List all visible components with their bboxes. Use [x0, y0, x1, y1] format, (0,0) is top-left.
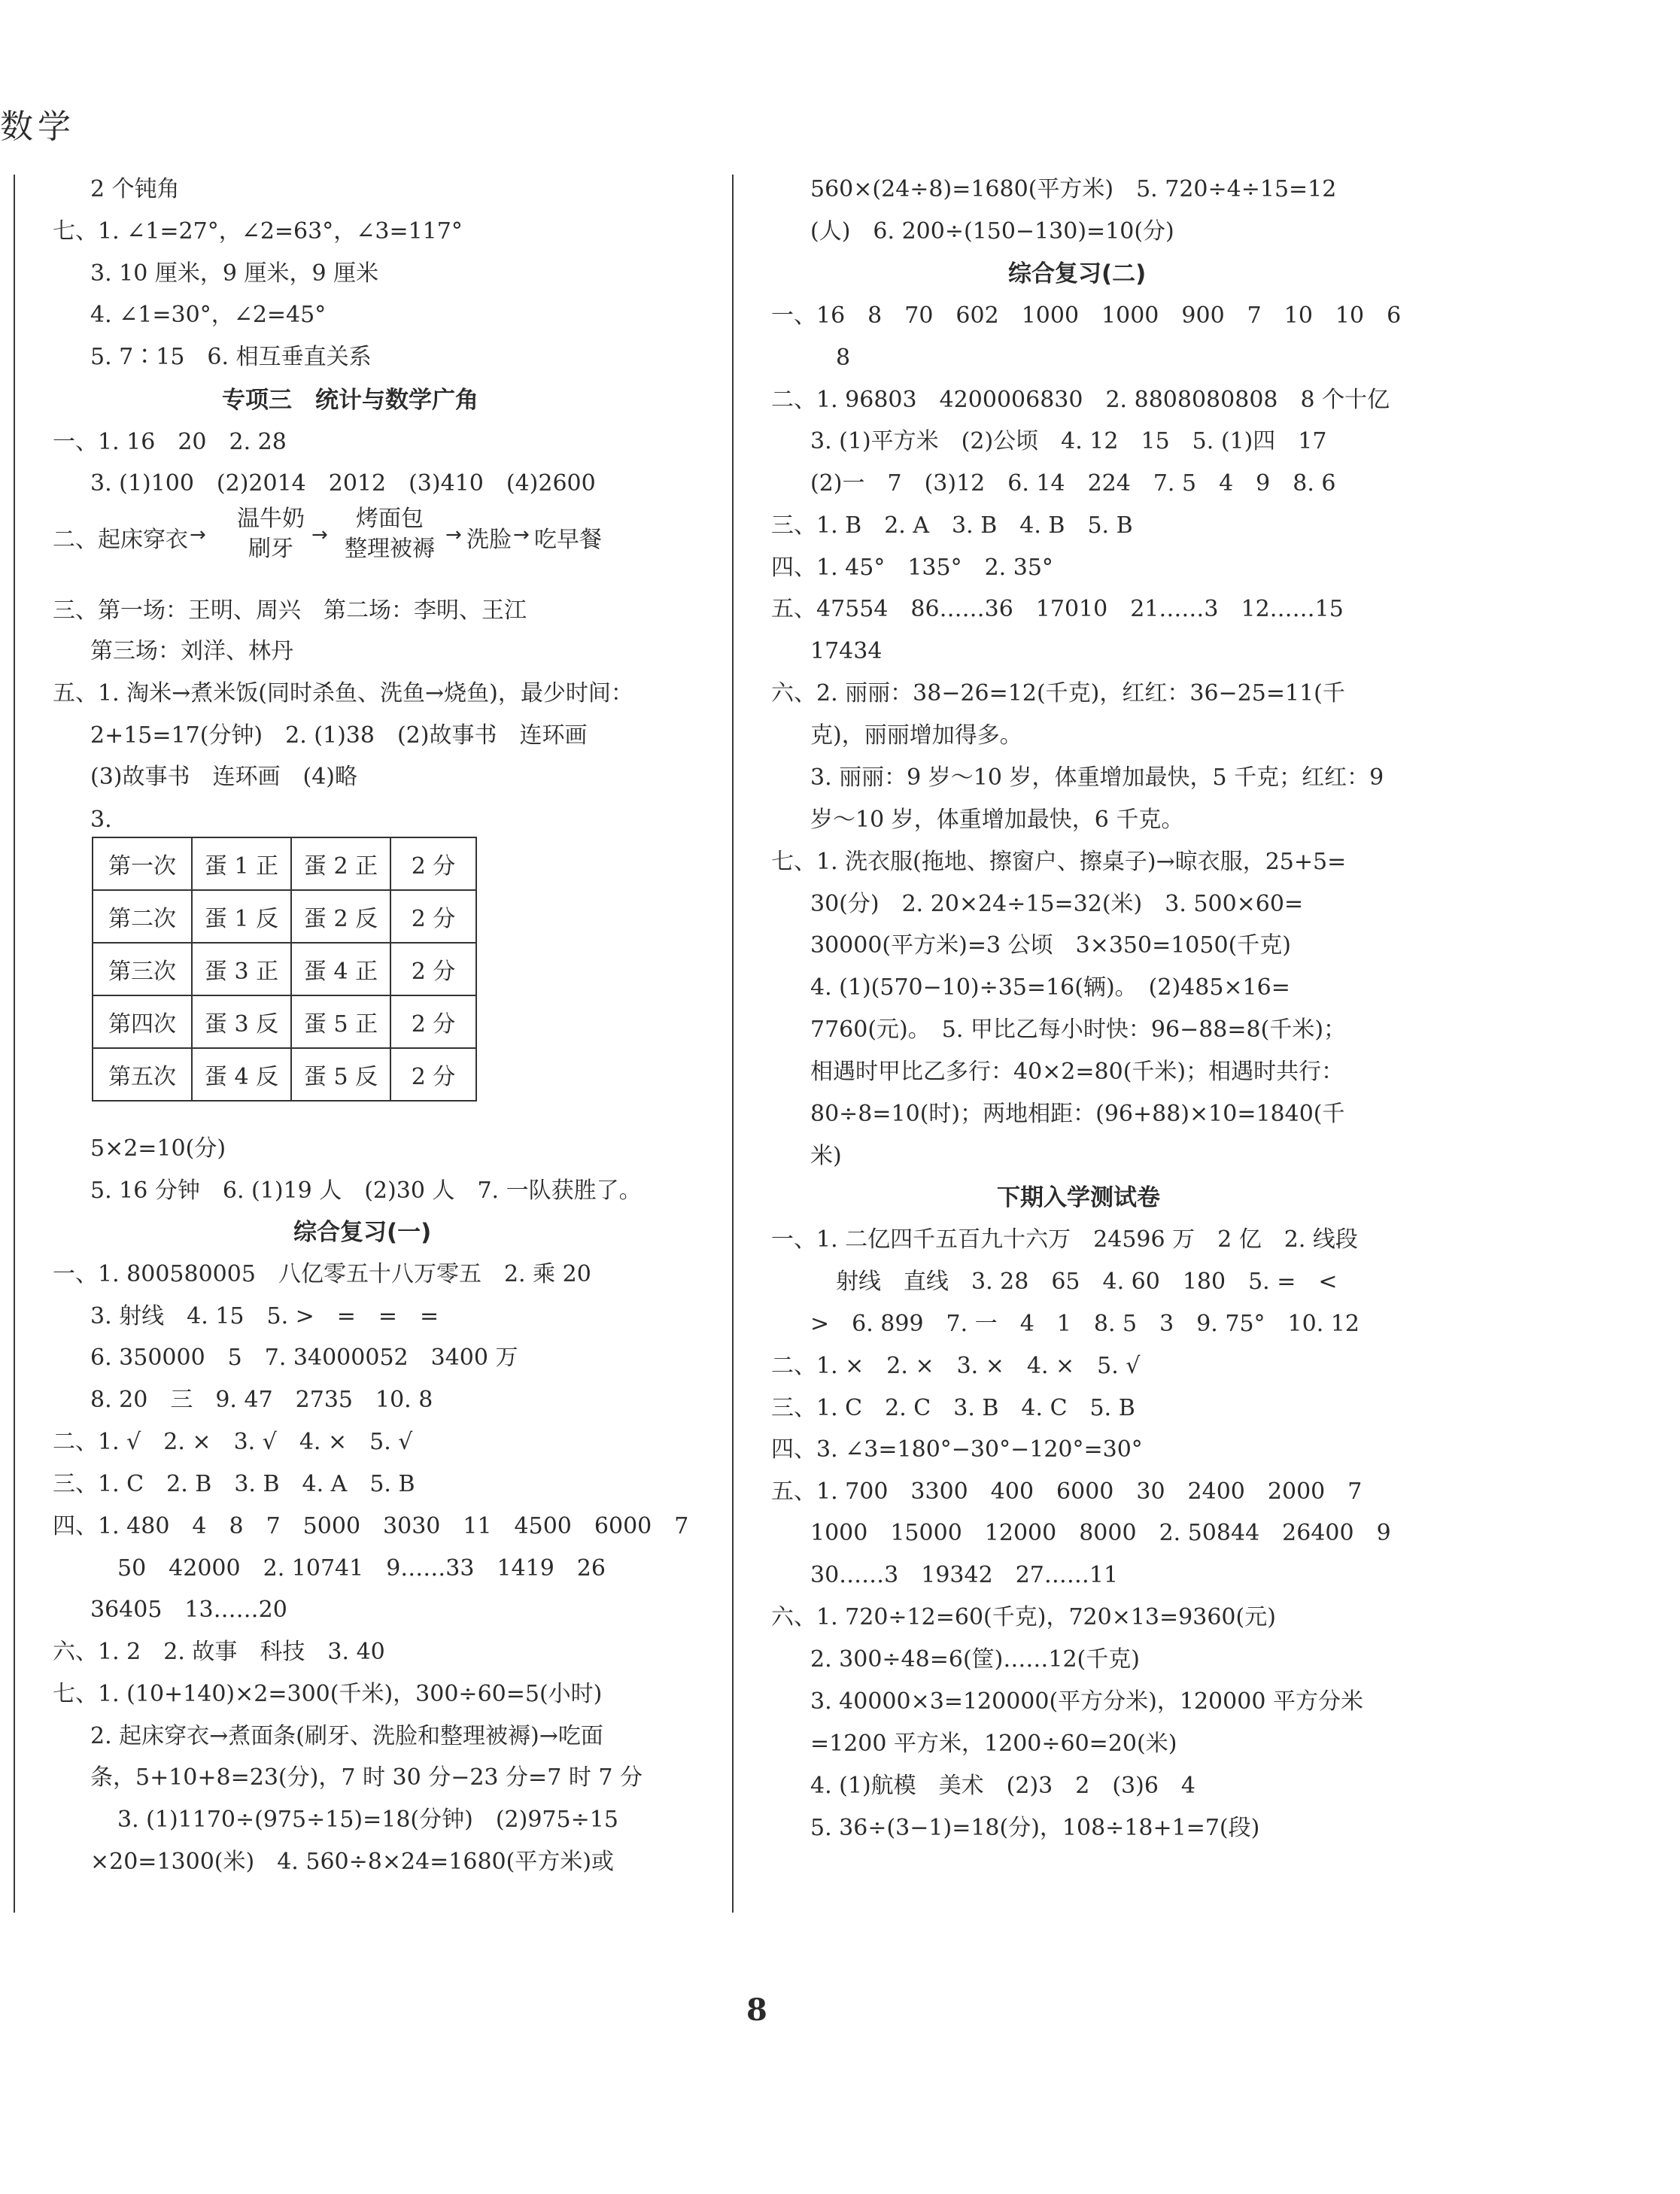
- flow-arrow-icon: →: [311, 524, 328, 546]
- table-row: [93, 1048, 476, 1101]
- answer-line: 3. 丽丽：9 岁～10 岁，体重增加最快，5 千克；红红：9: [810, 764, 1384, 791]
- answer-line: 80÷8=10(时)；两地相距：(96+88)×10=1840(千: [810, 1101, 1345, 1127]
- answer-line: 4. (1)(570−10)÷35=16(辆)。 (2)485×16=: [810, 974, 1290, 1001]
- table-cell: 蛋 5 反: [291, 1048, 390, 1101]
- answer-line: 三、1. C 2. B 3. B 4. A 5. B: [53, 1471, 415, 1497]
- flow-bottom-2: 整理被褥: [345, 536, 435, 562]
- answer-line: 米): [810, 1143, 842, 1169]
- answer-line: 二、1. √ 2. × 3. √ 4. × 5. √: [53, 1429, 413, 1455]
- answer-line: ×20=1300(米) 4. 560÷8×24=1680(平方米)或: [90, 1849, 615, 1875]
- table-cell: 第三次: [93, 943, 192, 995]
- answer-line: 五、47554 86……36 17010 21……3 12……15: [771, 596, 1344, 622]
- table-row: [93, 890, 476, 943]
- table-cell: 第二次: [93, 890, 192, 943]
- answer-line: 8. 20 三 9. 47 2735 10. 8: [90, 1387, 433, 1413]
- answer-line: 30000(平方米)=3 公顷 3×350=1050(千克): [810, 932, 1291, 959]
- flow-arrow-icon: →: [190, 524, 206, 546]
- answer-line: 岁～10 岁，体重增加最快，6 千克。: [810, 807, 1184, 833]
- answer-line: 2+15=17(分钟) 2. (1)38 (2)故事书 连环画: [90, 722, 588, 749]
- coin-toss-table: [92, 837, 477, 1102]
- answer-line: 17434: [810, 638, 883, 664]
- answer-line: 六、1. 2 2. 故事 科技 3. 40: [53, 1639, 385, 1665]
- answer-line: 3. 10 厘米，9 厘米，9 厘米: [90, 260, 379, 287]
- table-cell: 第一次: [93, 837, 192, 890]
- answer-line: 1000 15000 12000 8000 2. 50844 26400 9: [810, 1520, 1391, 1546]
- table-cell: 蛋 2 正: [291, 837, 390, 890]
- answer-line: 4. ∠1=30°，∠2=45°: [90, 302, 327, 328]
- answer-line: 3. (1)平方米 (2)公顷 4. 12 15 5. (1)四 17: [810, 428, 1327, 454]
- section-title-review-2: 综合复习(二): [1008, 260, 1147, 287]
- flow-arrow-icon: →: [445, 524, 462, 546]
- answer-line: 2 个钝角: [90, 176, 180, 202]
- answer-line: 3. 40000×3=120000(平方分米)，120000 平方分米: [810, 1688, 1363, 1715]
- answer-line: 七、1. (10+140)×2=300(千米)，300÷60=5(小时): [53, 1681, 603, 1707]
- table-row: [93, 995, 476, 1048]
- table-cell: 蛋 4 反: [192, 1048, 291, 1101]
- table-cell: 2 分: [390, 890, 476, 943]
- table-cell: 2 分: [390, 995, 476, 1048]
- flow-step-breakfast: 吃早餐: [534, 527, 602, 553]
- flow-top-2: 烤面包: [356, 506, 424, 532]
- section-title-special-3: 专项三 统计与数学广角: [222, 387, 478, 414]
- answer-line: 5. 7∶15 6. 相互垂直关系: [90, 344, 372, 370]
- table-cell: 蛋 1 反: [192, 890, 291, 943]
- answer-line: 7760(元)。 5. 甲比乙每小时快：96−88=8(千米)；: [810, 1016, 1347, 1043]
- table-cell: 2 分: [390, 943, 476, 995]
- flow-top-1: 温牛奶: [237, 506, 305, 532]
- left-margin-rule: [14, 175, 15, 1913]
- answer-line: 5×2=10(分): [90, 1135, 226, 1162]
- answer-line: 8: [836, 345, 851, 371]
- answer-line: 一、1. 16 20 2. 28: [53, 429, 287, 455]
- answer-line: 50 42000 2. 10741 9……33 1419 26: [117, 1555, 606, 1582]
- section-title-review-1: 综合复习(一): [293, 1219, 432, 1246]
- table-cell: 第五次: [93, 1048, 192, 1101]
- answer-line: (2)一 7 (3)12 6. 14 224 7. 5 4 9 8. 6: [810, 470, 1336, 497]
- table-cell: 2 分: [390, 1048, 476, 1101]
- table-cell: 蛋 3 正: [192, 943, 291, 995]
- column-divider: [732, 175, 734, 1913]
- answer-line: 三、第一场：王明、周兴 第二场：李明、王江: [53, 597, 527, 624]
- answer-line: (人) 6. 200÷(150−130)=10(分): [810, 218, 1174, 245]
- answer-line: 条，5+10+8=23(分)，7 时 30 分−23 分=7 时 7 分: [90, 1764, 643, 1791]
- answer-line: 克)，丽丽增加得多。: [810, 722, 1022, 749]
- answer-line: 一、16 8 70 602 1000 1000 900 7 10 10 6: [771, 302, 1402, 329]
- page-header-title: 数学: [0, 108, 75, 146]
- flow-prefix: 二、起床穿衣: [53, 527, 188, 553]
- answer-line: 5. 16 分钟 6. (1)19 人 (2)30 人 7. 一队获胜了。: [90, 1178, 642, 1204]
- answer-line: (3)故事书 连环画 (4)略: [90, 764, 357, 790]
- answer-line: 第三场：刘洋、林丹: [90, 638, 293, 664]
- answer-line: 4. (1)航模 美术 (2)3 2 (3)6 4: [810, 1773, 1195, 1799]
- answer-line: 四、1. 45° 135° 2. 35°: [771, 555, 1053, 581]
- answer-line: 2. 起床穿衣→煮面条(刷牙、洗脸和整理被褥)→吃面: [90, 1723, 603, 1749]
- answer-line: 30……3 19342 27……11: [810, 1562, 1119, 1588]
- answer-line: 五、1. 700 3300 400 6000 30 2400 2000 7: [771, 1478, 1363, 1505]
- answer-line: 相遇时甲比乙多行：40×2=80(千米)；相遇时共行：: [810, 1059, 1344, 1085]
- answer-line: 三、1. B 2. A 3. B 4. B 5. B: [771, 512, 1133, 539]
- table-cell: 蛋 2 反: [291, 890, 390, 943]
- answer-line: 5. 36÷(3−1)=18(分)，108÷18+1=7(段): [810, 1815, 1260, 1841]
- flow-step-wash: 洗脸: [466, 527, 512, 553]
- answer-line: 射线 直线 3. 28 65 4. 60 180 5. = <: [836, 1269, 1338, 1295]
- answer-line: 一、1. 800580005 八亿零五十八万零五 2. 乘 20: [53, 1261, 591, 1287]
- answer-line: 三、1. C 2. C 3. B 4. C 5. B: [771, 1395, 1135, 1421]
- page-number: 8: [746, 1992, 767, 2028]
- answer-line: 四、1. 480 4 8 7 5000 3030 11 4500 6000 7: [53, 1513, 689, 1539]
- answer-line: 560×(24÷8)=1680(平方米) 5. 720÷4÷15=12: [810, 176, 1337, 202]
- answer-line: 五、1. 淘米→煮米饭(同时杀鱼、洗鱼→烧鱼)，最少时间：: [53, 680, 633, 707]
- table-cell: 蛋 3 反: [192, 995, 291, 1048]
- answer-line: 六、2. 丽丽：38−26=12(千克)，红红：36−25=11(千: [771, 680, 1345, 707]
- answer-line: 二、1. × 2. × 3. × 4. × 5. √: [771, 1353, 1141, 1379]
- answer-line: 36405 13……20: [90, 1597, 287, 1623]
- table-row: [93, 943, 476, 995]
- answer-line: 3. 射线 4. 15 5. > = = =: [90, 1303, 439, 1329]
- table-row: [93, 837, 476, 890]
- answer-line: 一、1. 二亿四千五百九十六万 24596 万 2 亿 2. 线段: [771, 1226, 1358, 1253]
- answer-line: 6. 350000 5 7. 34000052 3400 万: [90, 1345, 518, 1371]
- answer-line: 六、1. 720÷12=60(千克)，720×13=9360(元): [771, 1604, 1276, 1630]
- answer-line: 3.: [90, 807, 112, 833]
- answer-line: 30(分) 2. 20×24÷15=32(米) 3. 500×60=: [810, 891, 1304, 917]
- table-cell: 蛋 5 正: [291, 995, 390, 1048]
- table-cell: 蛋 1 正: [192, 837, 291, 890]
- flow-arrow-icon: →: [513, 524, 530, 546]
- table-cell: 第四次: [93, 995, 192, 1048]
- answer-line: 七、1. ∠1=27°，∠2=63°，∠3=117°: [53, 218, 463, 245]
- answer-line: 四、3. ∠3=180°−30°−120°=30°: [771, 1436, 1143, 1463]
- table-cell: 蛋 4 正: [291, 943, 390, 995]
- flow-bottom-1: 刷牙: [248, 536, 293, 562]
- answer-line: 3. (1)100 (2)2014 2012 (3)410 (4)2600: [90, 470, 596, 497]
- answer-line: 七、1. 洗衣服(拖地、擦窗户、擦桌子)→晾衣服，25+5=: [771, 849, 1347, 875]
- answer-line: 二、1. 96803 4200006830 2. 8808080808 8 个十亿: [771, 387, 1390, 413]
- answer-line: 3. (1)1170÷(975÷15)=18(分钟) (2)975÷15: [117, 1807, 618, 1833]
- answer-line: 2. 300÷48=6(筐)……12(千克): [810, 1646, 1140, 1673]
- answer-line: > 6. 899 7. 一 4 1 8. 5 3 9. 75° 10. 12: [810, 1311, 1359, 1337]
- section-title-entrance-test: 下期入学测试卷: [997, 1184, 1160, 1211]
- morning-routine-flow: [53, 504, 715, 579]
- answer-line: =1200 平方米，1200÷60=20(米): [810, 1731, 1177, 1757]
- table-cell: 2 分: [390, 837, 476, 890]
